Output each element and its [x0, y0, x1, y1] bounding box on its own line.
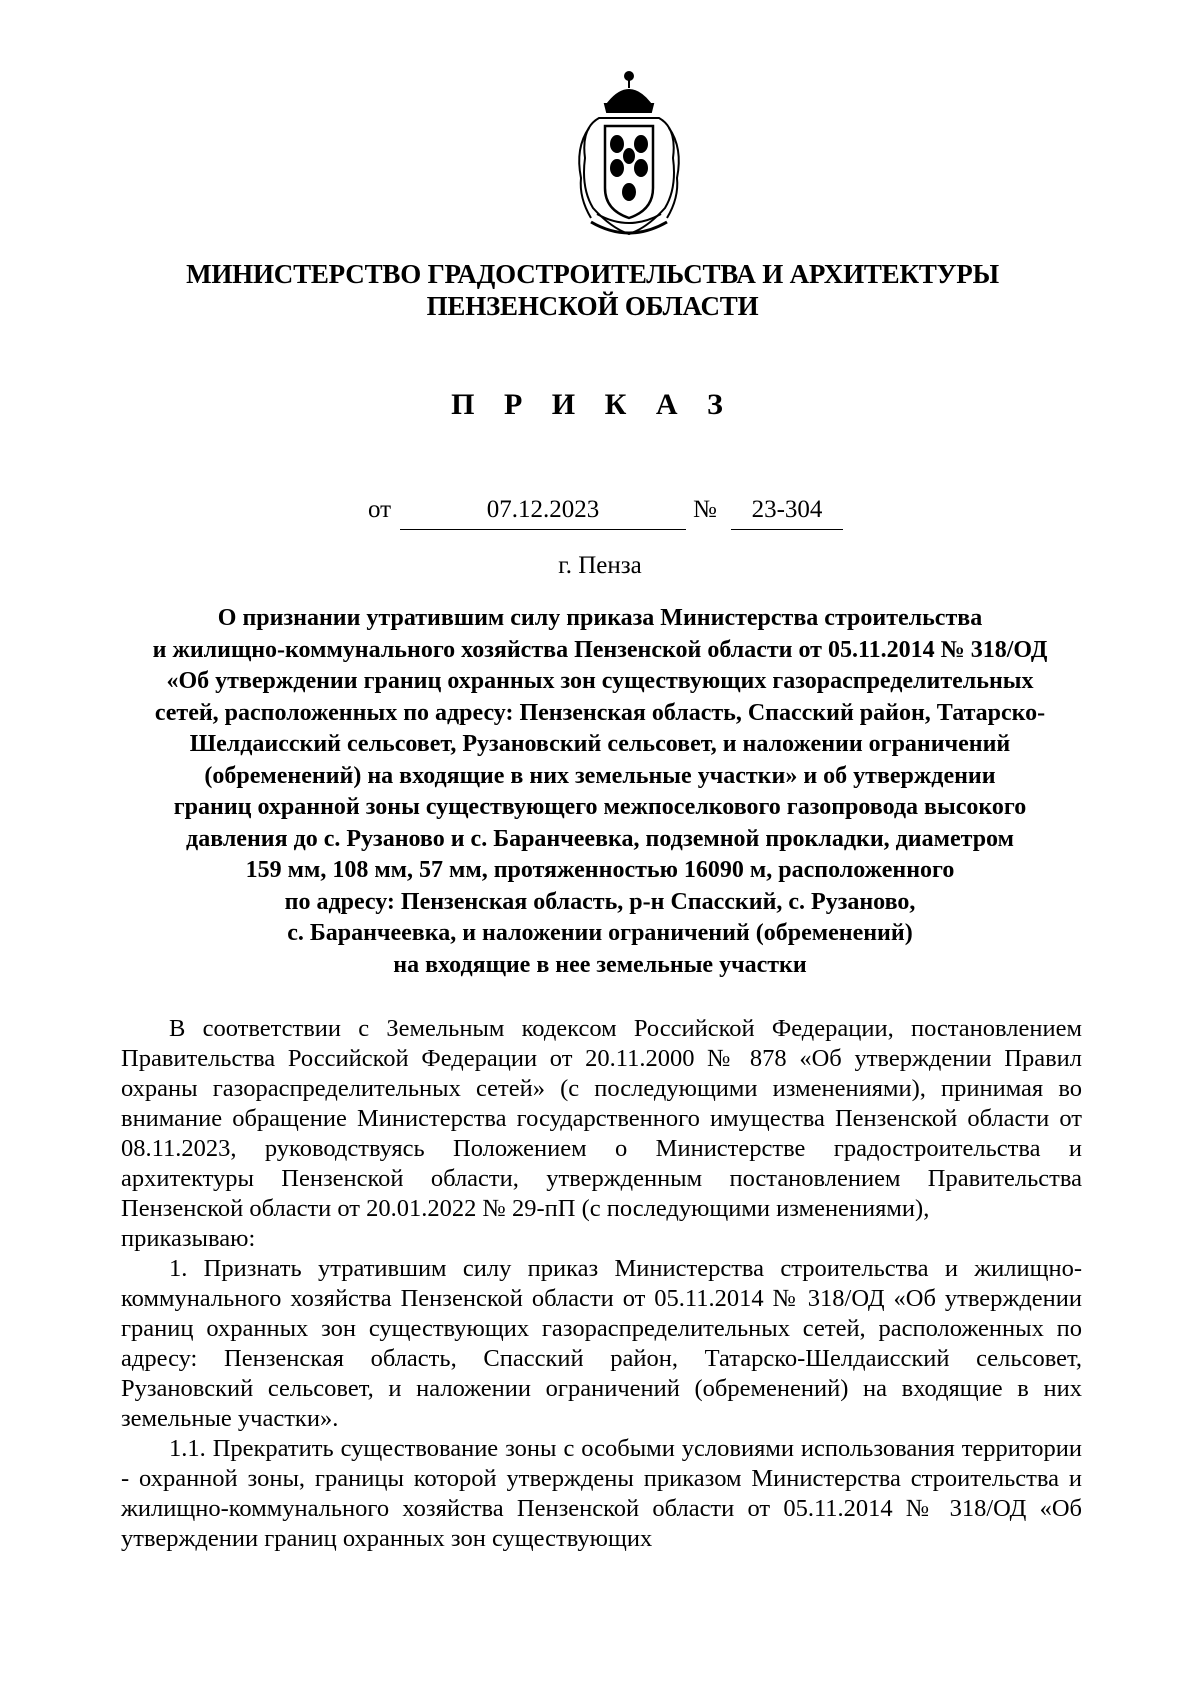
- organization-name: [0, 258, 1185, 322]
- organization-name-line-1: МИНИСТЕРСТВО ГРАДОСТРОИТЕЛЬСТВА И АРХИТЕКТУРЫ: [186, 259, 999, 289]
- number-sign: №: [693, 496, 717, 523]
- date-number-line: [0, 496, 1200, 536]
- body-paragraph-preamble: В соответствии с Земельным кодексом Российской Федерации, постановлением Правительства Российской Федерации от 20.11.2000 № 878 «Об утверждении Правил охраны газораспределительных сетей» (с последующими изменениями), принимая во внимание обращение Министерства государственного имущества Пензенской области от 08.11.2023, руководствуясь Положением о Министерстве градостроительства и архитектуры Пензенской области, утвержденным постановлением Правительства Пензенской области от 20.01.2022 № 29-пП (с последующими изменениями),: [121, 1015, 1082, 1222]
- document-number: 23-304: [731, 496, 843, 530]
- title-line: границ охранной зоны существующего межпоселкового газопровода высокого: [173, 794, 1027, 820]
- date-prefix: от: [368, 496, 392, 523]
- title-line: сетей, расположенных по адресу: Пензенская область, Спасский район, Татарско-: [154, 699, 1046, 726]
- body-paragraph-item-1-1: 1.1. Прекратить существование зоны с особыми условиями использования территории - охранной зоны, границы которой утверждены приказом Министерства строительства и жилищно-коммунального хозяйства Пензенской области от 05.11.2014 № 318/ОД «Об утверждении границ охранных зон существующих: [121, 1435, 1082, 1552]
- document-title: [0, 603, 1200, 981]
- title-line: давления до с. Рузаново и с. Баранчеевка, подземной прокладки, диаметром: [186, 825, 1014, 852]
- title-line: (обременений) на входящие в них земельные участки» и об утверждении: [204, 762, 996, 789]
- title-line: по адресу: Пензенская область, р-н Спасский, с. Рузаново,: [284, 888, 916, 915]
- document-type-heading: П Р И К А З: [451, 388, 734, 421]
- city-of-issue: г. Пенза: [558, 552, 642, 579]
- title-line: на входящие в нее земельные участки: [393, 951, 807, 978]
- title-line: с. Баранчеевка, и наложении ограничений (обременений): [287, 920, 913, 946]
- title-line: О признании утратившим силу приказа Министерства строительства: [217, 605, 983, 631]
- title-line: Шелдаисский сельсовет, Рузановский сельсовет, и наложении ограничений: [189, 731, 1011, 757]
- title-line: и жилищно-коммунального хозяйства Пензенской области от 05.11.2014 № 318/ОД: [152, 636, 1048, 663]
- body-paragraph-order-word: приказываю:: [121, 1225, 256, 1252]
- body-paragraph-item-1: 1. Признать утратившим силу приказ Министерства строительства и жилищно-коммунального хозяйства Пензенской области от 05.11.2014 № 318/ОД «Об утверждении границ охранных зон существующих газораспределительных сетей, расположенных по адресу: Пензенская область, Спасский район, Татарско-Шелдаисский сельсовет, Рузановский сельсовет, и наложении ограничений (обременений) на входящие в них земельные участки».: [121, 1255, 1082, 1432]
- title-line: 159 мм, 108 мм, 57 мм, протяженностью 16090 м, расположенного: [245, 857, 955, 883]
- organization-name-line-2: ПЕНЗЕНСКОЙ ОБЛАСТИ: [426, 291, 759, 321]
- coat-of-arms-emblem: [571, 68, 687, 240]
- title-line: «Об утверждении границ охранных зон существующих газораспределительных: [166, 668, 1034, 694]
- document-date: 07.12.2023: [400, 496, 686, 530]
- document-body: [121, 1014, 1082, 1554]
